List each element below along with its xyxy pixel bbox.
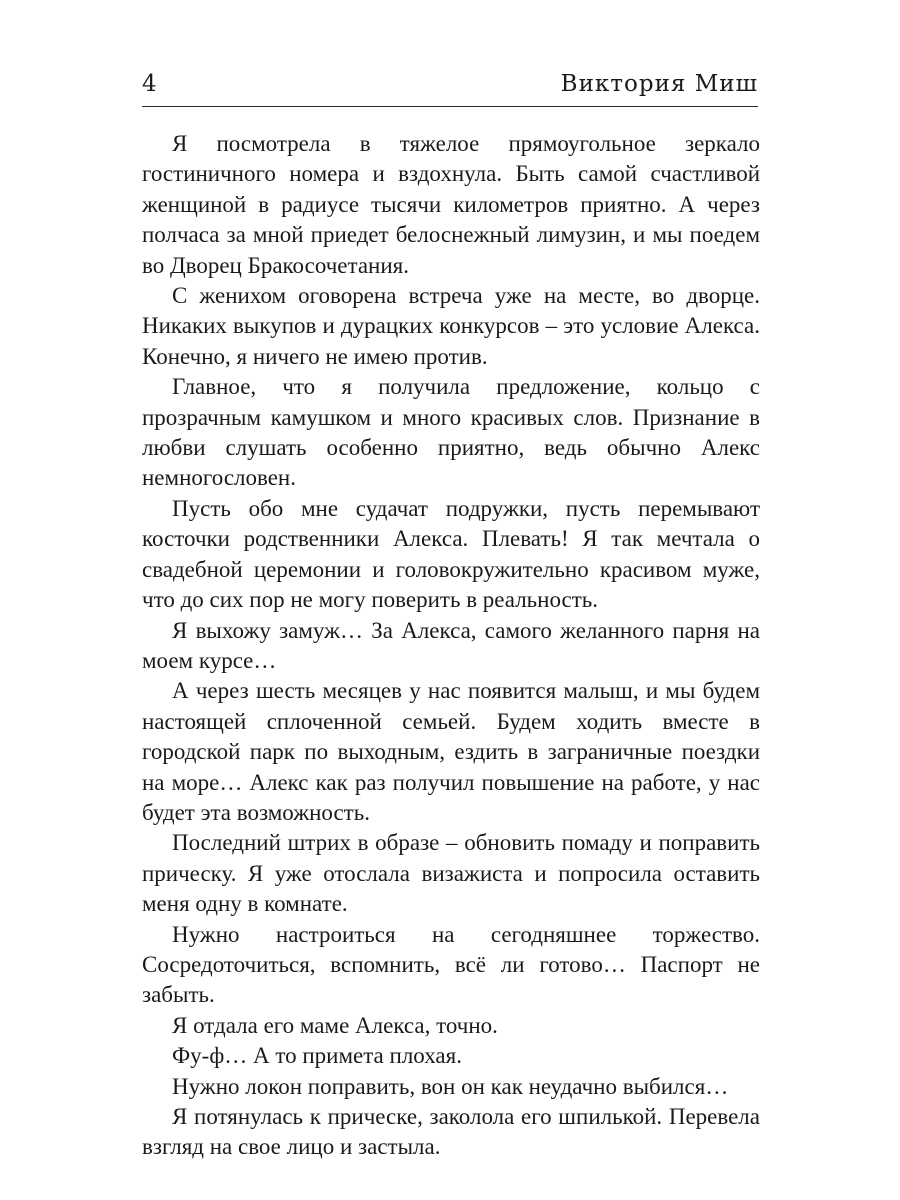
paragraph: Я посмотрела в тяжелое прямоугольное зеркало гостиничного номера и вздохнула. Быть самой счастливой женщиной в радиусе тысячи километров приятно. А через полчаса за мной приедет белоснежный лимузин, и мы поедем во Дворец Бракосочетания. [142,131,760,278]
paragraph: А через шесть месяцев у нас появится малыш, и мы будем настоящей сплоченной семьей. Будем ходить вместе в городской парк по выходным, ездить в заграничные поездки на море… Алекс как раз получил повышение на работе, у нас будет эта возможность. [142,678,760,825]
paragraph: Я потянулась к прическе, заколола его шпилькой. Перевела взгляд на свое лицо и застыла. [142,1104,760,1160]
paragraph: Главное, что я получила предложение, кольцо с прозрачным камушком и много красивых слов. Признание в любви слушать особенно приятно, ведь обычно Алекс немногословен. [142,374,760,491]
paragraph: Я отдала его маме Алекса, точно. [172,1012,498,1038]
page-number: 4 [142,71,157,97]
body-text [142,129,760,1163]
paragraph: Я выхожу замуж… За Алекса, самого желанного парня на моем курсе… [142,617,760,673]
paragraph: Нужно локон поправить, вон он как неудачно выбился… [172,1073,729,1099]
header-divider [142,106,758,107]
page-header [142,64,758,104]
paragraph: С женихом оговорена встреча уже на месте, во дворце. Никаких выкупов и дурацких конкурсов – это условие Алекса. Конечно, я ничего не имею против. [142,283,760,369]
paragraph: Последний штрих в образе – обновить помаду и поправить прическу. Я уже отослала визажиста и попросила оставить меня одну в комнате. [142,830,760,917]
paragraph: Пусть обо мне судачат подружки, пусть перемывают косточки родственники Алекса. Плевать! Я так мечтала о свадебной церемонии и головокружительно красивом муже, что до сих пор не могу поверить в реальность. [142,495,760,613]
paragraph: Фу-ф… А то примета плохая. [172,1043,462,1069]
paragraph: Нужно настроиться на сегодняшнее торжество. Сосредоточиться, вспомнить, всё ли готово… Паспорт не забыть. [142,921,760,1008]
running-head-author: Виктория Миш [560,71,758,97]
